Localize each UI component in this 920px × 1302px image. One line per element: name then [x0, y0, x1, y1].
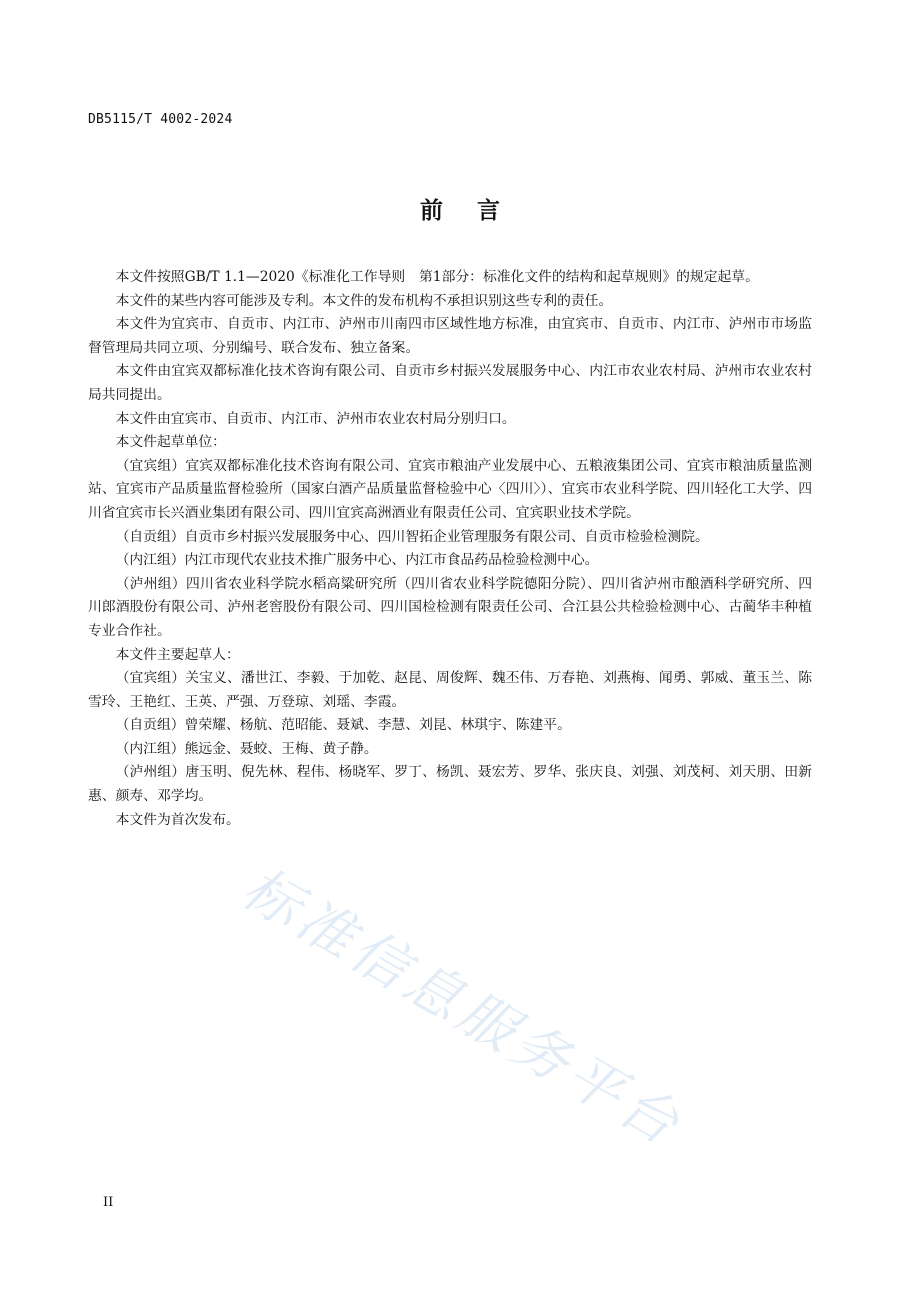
paragraph-drafters-heading: 本文件主要起草人：: [115, 646, 240, 663]
paragraph-regional-standard: 本文件为宜宾市、自贡市、内江市、泸州市川南四市区域性地方标准，由宜宾市、自贡市、内江市、泸州市市场监督管理局共同立项、分别编号、联合发布、独立备案。: [88, 316, 812, 356]
paragraph-units-luzhou: （泸州组）四川省农业科学院水稻高粱研究所（四川省农业科学院德阳分院）、四川省泸州市酿酒科学研究所、四川郎酒股份有限公司、泸州老窖股份有限公司、四川国检检测有限责任公司、合江县公共检验检测中心、古蔺华丰种植专业合作社。: [88, 575, 812, 639]
page-title: 前言: [420, 198, 534, 224]
document-code: DB5115/T 4002-2024: [88, 112, 233, 127]
paragraph-units-zigong: （自贡组）自贡市乡村振兴发展服务中心、四川智拓企业管理服务有限公司、自贡市检验检测院。: [115, 528, 709, 545]
page-number: II: [103, 1195, 114, 1210]
paragraph-drafters-luzhou: （泸州组）唐玉明、倪先林、程伟、杨晓军、罗丁、杨凯、聂宏芳、罗华、张庆良、刘强、刘茂柯、刘天朋、田新惠、颜寿、邓学均。: [88, 764, 812, 805]
watermark: 标准信息服务平台: [231, 855, 694, 1161]
paragraph-centralized-by: 本文件由宜宾市、自贡市、内江市、泸州市农业农村局分别归口。: [115, 410, 516, 427]
paragraph-drafters-yibin: （宜宾组）关宝义、潘世江、李毅、于加乾、赵昆、周俊辉、魏丕伟、万春艳、刘燕梅、闻勇、郭威、董玉兰、陈雪玲、王艳红、王英、严强、万登琼、刘瑶、李霞。: [88, 670, 812, 710]
paragraph-drafting-units-heading: 本文件起草单位：: [115, 434, 226, 451]
paragraph-first-release: 本文件为首次发布。: [115, 811, 240, 828]
paragraph-drafters-neijiang: （内江组）熊远金、聂蛟、王梅、黄子静。: [115, 740, 378, 757]
paragraph-proposed-by: 本文件由宜宾双都标准化技术咨询有限公司、自贡市乡村振兴发展服务中心、内江市农业农村局、泸州市农业农村局共同提出。: [88, 363, 812, 403]
paragraph-units-yibin: （宜宾组）宜宾双都标准化技术咨询有限公司、宜宾市粮油产业发展中心、五粮液集团公司、宜宾市粮油质量监测站、宜宾市产品质量监督检验所（国家白酒产品质量监督检验中心〈四川〉）、宜宾市农业科学院、四川轻化工大学、四川省宜宾市长兴酒业集团有限公司、四川宜宾高洲酒业有限责任公司、宜宾职业技术学院。: [88, 457, 812, 521]
paragraph-patent-notice: 本文件的某些内容可能涉及专利。本文件的发布机构不承担识别这些专利的责任。: [115, 292, 613, 309]
foreword-body: [88, 266, 812, 832]
paragraph-units-neijiang: （内江组）内江市现代农业技术推广服务中心、内江市食品药品检验检测中心。: [115, 552, 599, 569]
paragraph-drafters-zigong: （自贡组）曾荣耀、杨航、范昭能、聂斌、李慧、刘昆、林琪宇、陈建平。: [115, 717, 571, 734]
paragraph-drafting-rules: 本文件按照GB/T 1.1—2020《标准化工作导则 第1部分：标准化文件的结构和起草规则》的规定起草。: [115, 269, 759, 285]
